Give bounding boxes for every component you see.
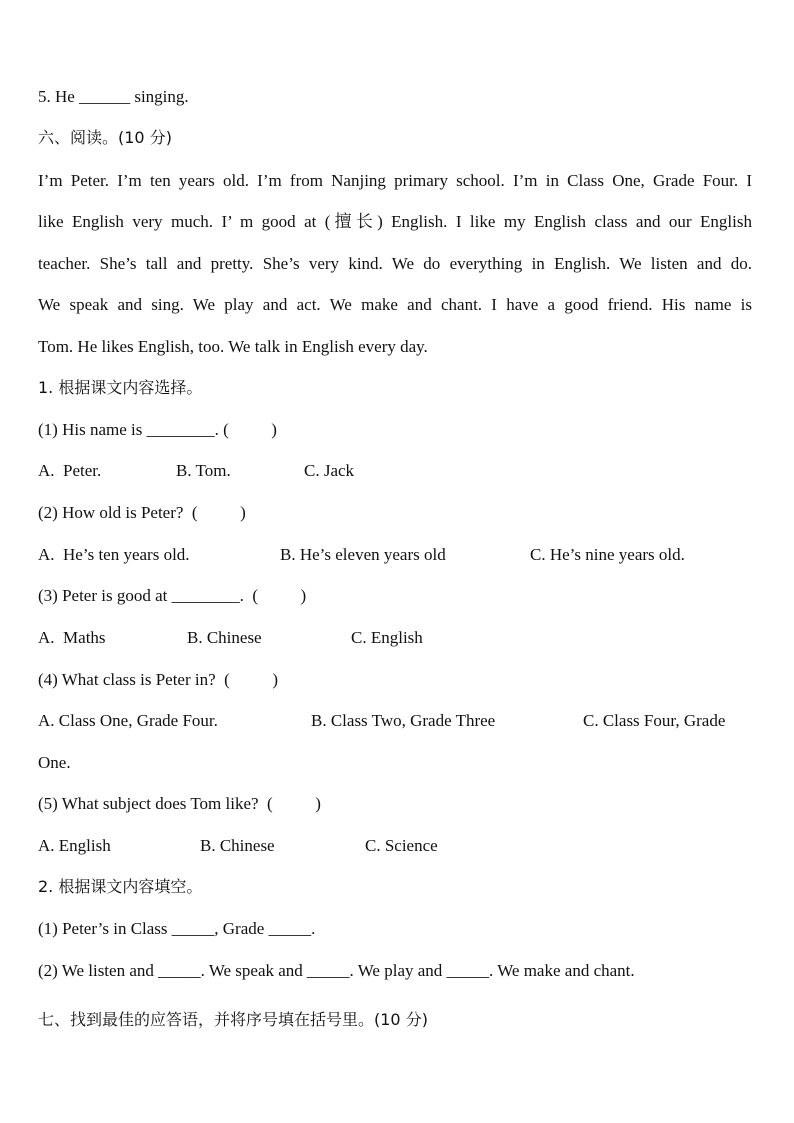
mc-question-4: (4) What class is Peter in? ( ): [38, 670, 278, 689]
section-6-heading: 六、阅读。(10 分): [38, 128, 172, 147]
option-a: A. English: [38, 836, 111, 855]
passage-line: Tom. He likes English, too. We talk in English every day.: [38, 337, 428, 356]
passage-line: teacher. She’s tall and pretty. She’s very kind. We do everything in English. We listen and do.: [38, 254, 752, 273]
option-c: C. Jack: [304, 461, 355, 480]
option-b: B. Chinese: [187, 628, 262, 647]
fill-blank-item-2: (2) We listen and _____. We speak and _____. We play and _____. We make and chant.: [38, 961, 635, 980]
passage-line: We speak and sing. We play and act. We make and chant. I have a good friend. His name is: [38, 295, 752, 314]
passage-line: I’m Peter. I’m ten years old. I’m from Nanjing primary school. I’m in Class One, Grade Four. I: [38, 171, 752, 190]
option-a: A. He’s ten years old.: [38, 545, 190, 564]
option-a: A. Class One, Grade Four.: [38, 711, 218, 730]
mc-question-2: (2) How old is Peter? ( ): [38, 503, 246, 522]
option-a: A. Peter.: [38, 461, 102, 480]
mc-question-5: (5) What subject does Tom like? ( ): [38, 794, 321, 813]
question-5-fill-blank: 5. He ______ singing.: [38, 87, 189, 106]
part-1-instruction: 1. 根据课文内容选择。: [38, 378, 203, 397]
option-c: C. Class Four, Grade: [583, 711, 726, 730]
option-c: C. He’s nine years old.: [530, 545, 685, 564]
part-2-instruction: 2. 根据课文内容填空。: [38, 877, 203, 896]
fill-blank-item-1: (1) Peter’s in Class _____, Grade _____.: [38, 919, 316, 938]
option-c: C. Science: [365, 836, 438, 855]
option-b: B. Class Two, Grade Three: [311, 711, 496, 730]
option-b: B. He’s eleven years old: [280, 545, 446, 564]
option-c: C. English: [351, 628, 423, 647]
passage-line: like English very much. I’ m good at (擅长) English. I like my English class and our English: [38, 212, 752, 231]
mc-question-1: (1) His name is ________. ( ): [38, 420, 277, 439]
option-b: B. Tom.: [176, 461, 231, 480]
section-7-heading: 七、找到最佳的应答语，并将序号填在括号里。(10 分): [38, 1010, 428, 1029]
option-a: A. Maths: [38, 628, 106, 647]
mc-question-3: (3) Peter is good at ________. ( ): [38, 586, 307, 605]
option-c-continuation: One.: [38, 753, 71, 772]
option-b: B. Chinese: [200, 836, 275, 855]
